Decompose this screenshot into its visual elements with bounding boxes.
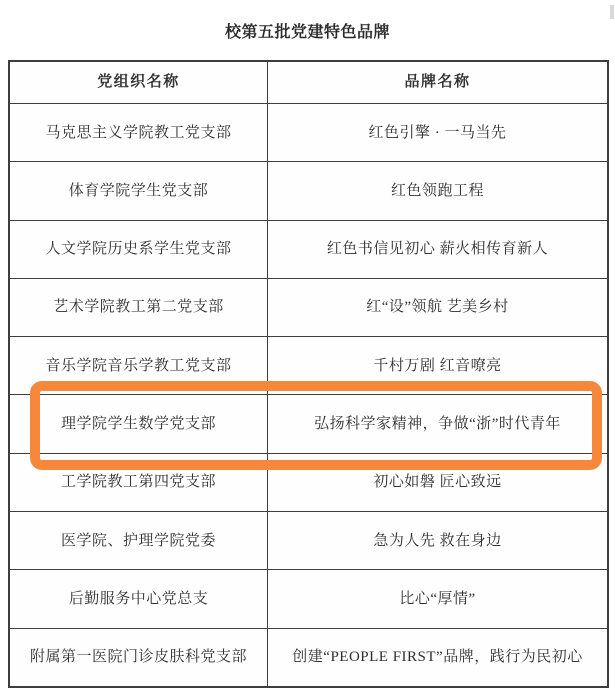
table-row bbox=[10, 511, 607, 569]
table-row bbox=[10, 628, 607, 686]
brand-cell: 初心如磐 匠心致远 bbox=[373, 474, 502, 491]
table-row bbox=[10, 220, 607, 278]
table-row-highlighted bbox=[10, 394, 607, 452]
brand-cell: 创建“PEOPLE FIRST”品牌，践行为民初心 bbox=[292, 649, 583, 666]
org-cell: 艺术学院教工第二党支部 bbox=[10, 279, 268, 336]
table-row bbox=[10, 103, 607, 161]
table-header-row bbox=[10, 62, 607, 103]
table-row bbox=[10, 336, 607, 394]
org-cell: 工学院教工第四党支部 bbox=[10, 454, 268, 511]
brand-cell: 红色领跑工程 bbox=[390, 182, 484, 199]
header-brand-column: 品牌名称 bbox=[404, 73, 471, 91]
org-cell: 体育学院学生党支部 bbox=[10, 162, 268, 219]
brand-cell: 红“设”领航 艺美乡村 bbox=[366, 299, 509, 316]
brand-cell: 弘扬科学家精神，争做“浙”时代青年 bbox=[314, 416, 561, 432]
org-cell: 后勤服务中心党总支 bbox=[10, 570, 268, 627]
brand-cell: 急为人先 救在身边 bbox=[373, 532, 502, 549]
table-row bbox=[10, 278, 607, 336]
org-cell: 医学院、护理学院党委 bbox=[10, 512, 268, 569]
org-cell: 理学院学生数学党支部 bbox=[10, 395, 268, 452]
table-row bbox=[10, 161, 607, 219]
brand-cell: 比心“厚情” bbox=[399, 590, 476, 607]
header-org-column: 党组织名称 bbox=[10, 62, 268, 103]
page-title: 校第五批党建特色品牌 bbox=[224, 24, 390, 41]
org-cell: 马克思主义学院教工党支部 bbox=[10, 104, 268, 161]
brand-cell: 红色引擎 · 一马当先 bbox=[368, 124, 507, 141]
org-cell: 人文学院历史系学生党支部 bbox=[10, 221, 268, 278]
brands-table bbox=[8, 60, 609, 688]
table-row bbox=[10, 453, 607, 511]
org-cell: 音乐学院音乐学教工党支部 bbox=[10, 337, 268, 394]
org-cell: 附属第一医院门诊皮肤科党支部 bbox=[10, 629, 268, 686]
brand-cell: 千村万剧 红音嘹亮 bbox=[373, 357, 502, 374]
scrollbar-artifact bbox=[610, 5, 614, 19]
table-row bbox=[10, 569, 607, 627]
brand-cell: 红色书信见初心 薪火相传育新人 bbox=[326, 241, 549, 258]
